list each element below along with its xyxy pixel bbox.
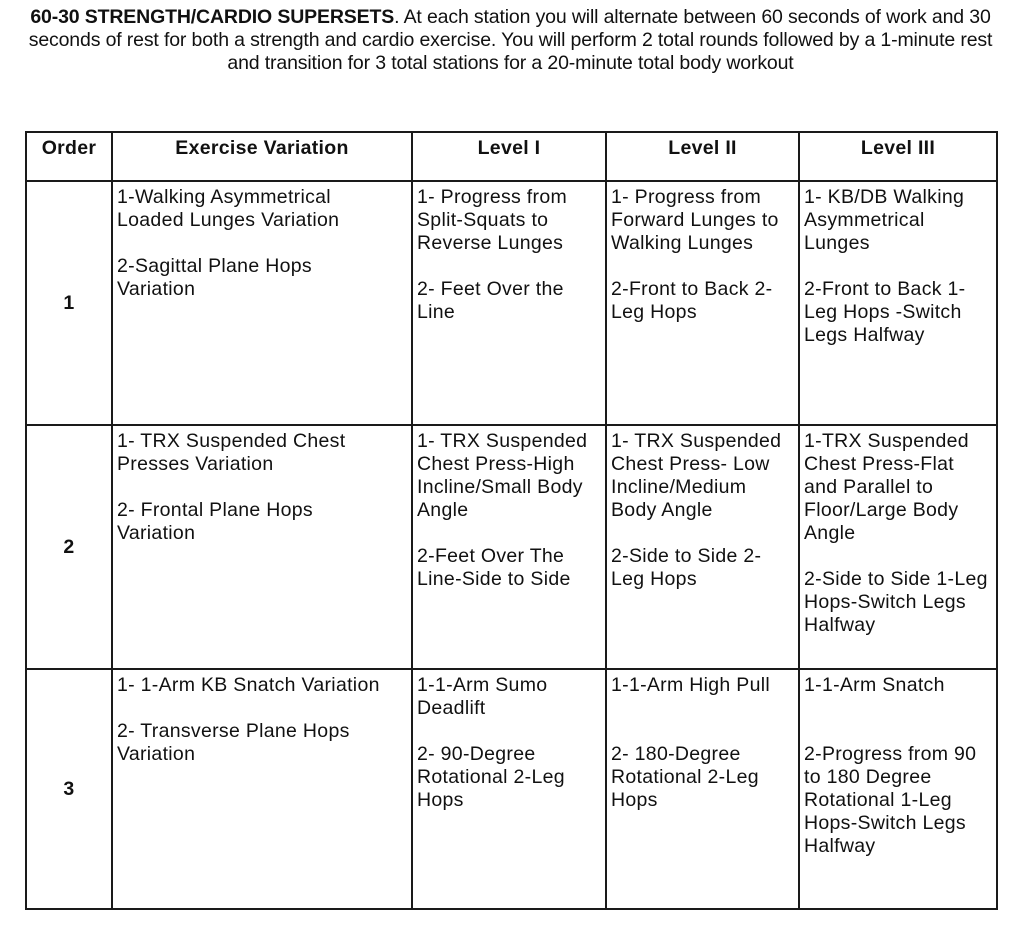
level-3-cell <box>799 669 997 909</box>
cardio-exercise: 2-Front to Back 2-Leg Hops <box>611 278 773 323</box>
cardio-exercise: 2-Side to Side 1-Leg Hops-Switch Legs Halfway <box>804 568 994 636</box>
intro-paragraph <box>18 6 1003 75</box>
strength-exercise: 1- KB/DB Walking Asymmetrical Lunges <box>804 186 969 254</box>
header-level-2: Level II <box>606 132 799 181</box>
strength-exercise: 1-1-Arm Sumo Deadlift <box>417 674 554 719</box>
level-1-cell <box>412 669 606 909</box>
workout-table <box>25 131 998 910</box>
strength-exercise: 1- TRX Suspended Chest Press- Low Incline/Medium Body Angle <box>611 430 788 521</box>
strength-exercise: 1-TRX Suspended Chest Press-Flat and Parallel to Floor/Large Body Angle <box>804 430 975 544</box>
level-2-cell <box>606 669 799 909</box>
strength-exercise: 1- Progress from Split-Squats to Reverse Lunges <box>417 186 573 254</box>
strength-exercise: 1- TRX Suspended Chest Press-High Incline/Small Body Angle <box>417 430 594 521</box>
cardio-exercise: 2- 90-Degree Rotational 2-Leg Hops <box>417 743 571 811</box>
cardio-exercise: 2-Progress from 90 to 180 Degree Rotational 1-Leg Hops-Switch Legs Halfway <box>804 743 983 857</box>
workout-title: 60-30 STRENGTH/CARDIO SUPERSETS <box>30 6 395 28</box>
level-2-cell <box>606 181 799 425</box>
cardio-exercise: 2- 180-Degree Rotational 2-Leg Hops <box>611 743 765 811</box>
strength-exercise: 1-1-Arm High Pull <box>611 674 770 696</box>
cardio-exercise: 2-Feet Over The Line-Side to Side <box>417 545 571 590</box>
exercise-variation-cell <box>112 181 412 425</box>
strength-exercise: 1-1-Arm Snatch <box>804 674 945 696</box>
level-1-cell <box>412 425 606 669</box>
header-order: Order <box>26 132 112 181</box>
cardio-exercise: 2- Frontal Plane Hops Variation <box>117 499 319 544</box>
level-3-cell <box>799 181 997 425</box>
table-row <box>26 669 997 909</box>
level-1-cell <box>412 181 606 425</box>
intro-text: . At each station you will alternate between 60 seconds of work and 30 seconds of rest for both a strength and cardio exercise. You will perform 2 total rounds followed by a 1-minute rest and transition for 3 total stations for a 20-minute total body workout <box>28 6 993 74</box>
strength-exercise: 1- 1-Arm KB Snatch Variation <box>117 674 380 696</box>
cardio-exercise: 2- Feet Over the Line <box>417 278 570 323</box>
table-row <box>26 425 997 669</box>
strength-exercise: 1- Progress from Forward Lunges to Walking Lunges <box>611 186 785 254</box>
cardio-exercise: 2-Sagittal Plane Hops Variation <box>117 255 318 300</box>
strength-exercise: 1- TRX Suspended Chest Presses Variation <box>117 430 352 475</box>
table-row <box>26 181 997 425</box>
order-cell: 3 <box>26 669 112 909</box>
cardio-exercise: 2-Side to Side 2-Leg Hops <box>611 545 762 590</box>
level-3-cell <box>799 425 997 669</box>
order-cell: 1 <box>26 181 112 425</box>
header-row <box>26 132 997 181</box>
header-level-1: Level I <box>412 132 606 181</box>
cardio-exercise: 2- Transverse Plane Hops Variation <box>117 720 356 765</box>
cardio-exercise: 2-Front to Back 1-Leg Hops -Switch Legs Halfway <box>804 278 968 346</box>
exercise-variation-cell <box>112 669 412 909</box>
exercise-variation-cell <box>112 425 412 669</box>
strength-exercise: 1-Walking Asymmetrical Loaded Lunges Variation <box>117 186 340 231</box>
header-level-3: Level III <box>799 132 997 181</box>
level-2-cell <box>606 425 799 669</box>
header-exercise-variation: Exercise Variation <box>112 132 412 181</box>
order-cell: 2 <box>26 425 112 669</box>
